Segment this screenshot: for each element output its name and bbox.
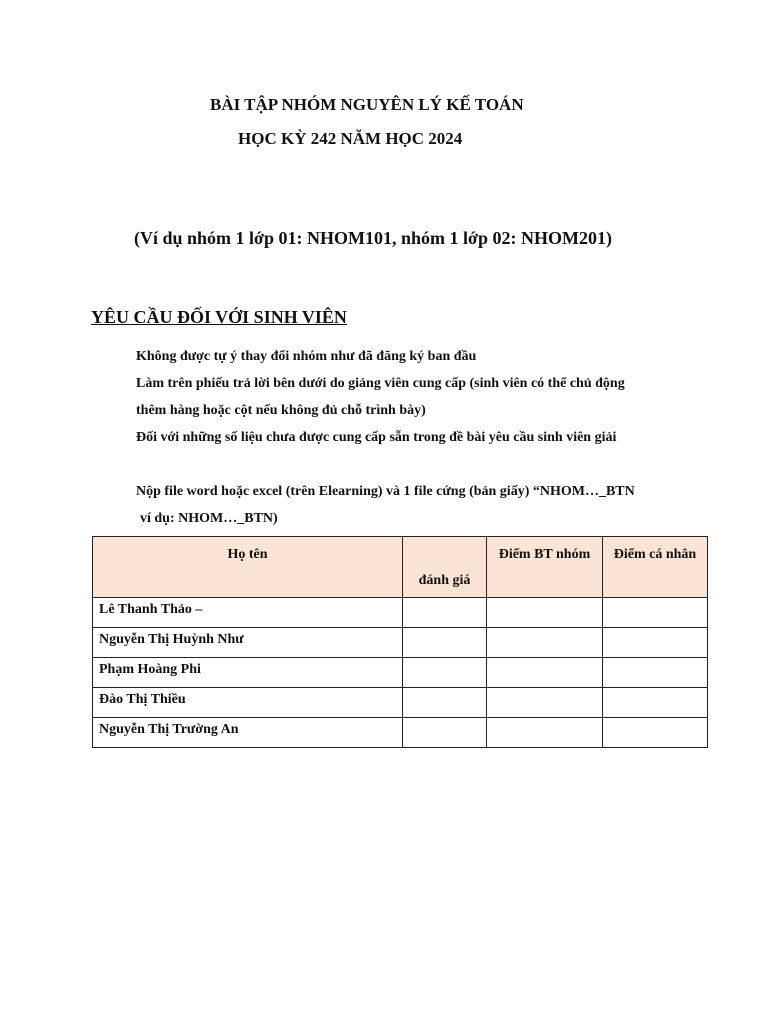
header-individual-score: Điểm cá nhân — [603, 537, 708, 598]
individual-score-cell — [603, 598, 708, 628]
submission-example: ví dụ: NHOM…_BTN) — [140, 511, 278, 526]
evaluation-cell — [403, 628, 487, 658]
group-naming-example: (Ví dụ nhóm 1 lớp 01: NHOM101, nhóm 1 lớp 02: NHOM201) — [134, 228, 612, 248]
header-name: Họ tên — [93, 537, 403, 598]
evaluation-cell — [403, 598, 487, 628]
table-row — [93, 628, 708, 658]
table-row — [93, 688, 708, 718]
group-score-cell — [487, 688, 603, 718]
submission-instruction: Nộp file word hoặc excel (trên Elearning) và 1 file cứng (bản giấy) “NHOM…_BTN — [136, 484, 635, 499]
student-name: Nguyễn Thị Trường An — [93, 718, 403, 748]
evaluation-cell — [403, 718, 487, 748]
requirement-line: thêm hàng hoặc cột nếu không đủ chỗ trình bày) — [136, 403, 426, 418]
requirements-heading: YÊU CẦU ĐỐI VỚI SINH VIÊN — [91, 307, 347, 327]
table-row — [93, 658, 708, 688]
group-score-cell — [487, 658, 603, 688]
student-name: Nguyễn Thị Huỳnh Như — [93, 628, 403, 658]
individual-score-cell — [603, 718, 708, 748]
header-group-score: Điểm BT nhóm — [487, 537, 603, 598]
table-header-row — [93, 537, 708, 598]
group-score-cell — [487, 598, 603, 628]
student-score-table — [92, 536, 708, 748]
individual-score-cell — [603, 628, 708, 658]
student-name: Đào Thị Thiều — [93, 688, 403, 718]
individual-score-cell — [603, 688, 708, 718]
group-score-cell — [487, 718, 603, 748]
requirement-line: Làm trên phiếu trả lời bên dưới do giảng viên cung cấp (sinh viên có thể chủ động — [136, 376, 625, 391]
group-score-cell — [487, 628, 603, 658]
evaluation-cell — [403, 688, 487, 718]
table-row — [93, 598, 708, 628]
requirement-line: Không được tự ý thay đổi nhóm như đã đăng ký ban đầu — [136, 349, 477, 364]
student-name: Lê Thanh Thảo – — [93, 598, 403, 628]
evaluation-cell — [403, 658, 487, 688]
individual-score-cell — [603, 658, 708, 688]
student-name: Phạm Hoàng Phi — [93, 658, 403, 688]
table-row — [93, 718, 708, 748]
header-evaluation: đánh giá — [403, 537, 487, 598]
requirement-line: Đối với những số liệu chưa được cung cấp sẵn trong đề bài yêu cầu sinh viên giải — [136, 430, 617, 445]
document-title: BÀI TẬP NHÓM NGUYÊN LÝ KẾ TOÁN — [210, 95, 524, 114]
document-subtitle: HỌC KỲ 242 NĂM HỌC 2024 — [238, 129, 463, 148]
